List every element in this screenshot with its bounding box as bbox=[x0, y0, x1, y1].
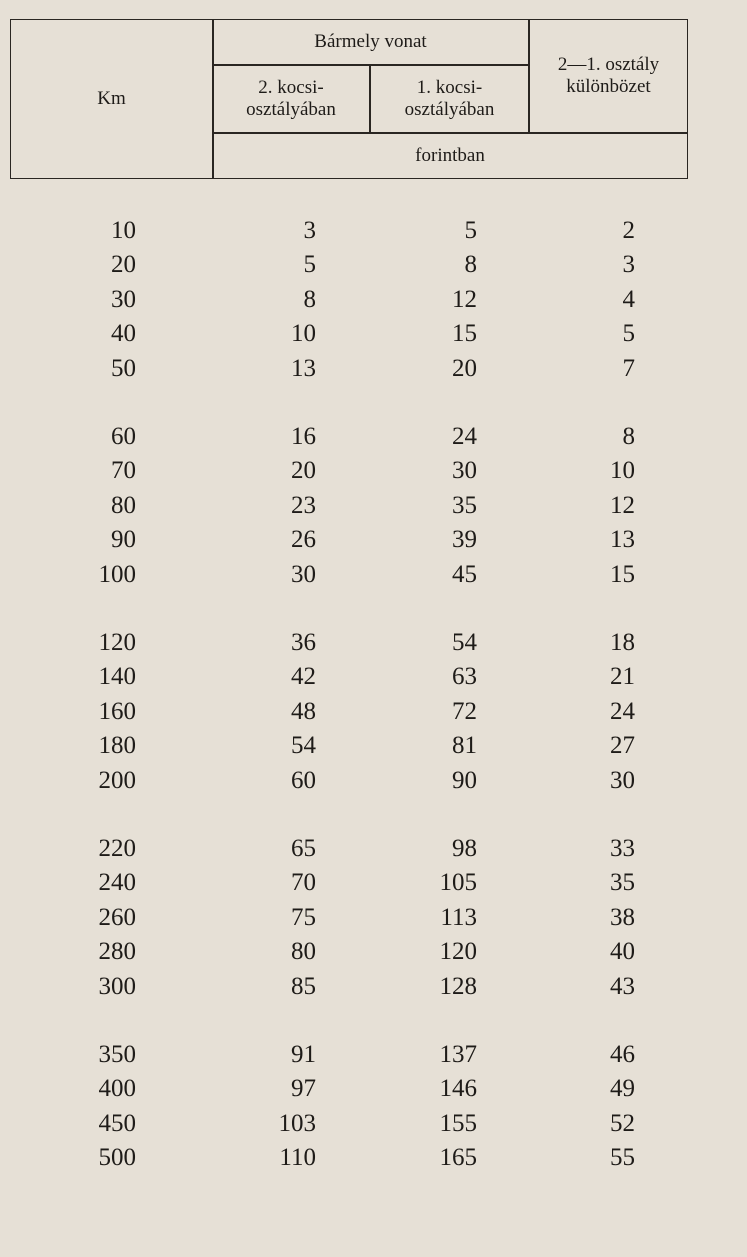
class2-cell: 103 bbox=[278, 1110, 316, 1137]
class2-cell: 65 bbox=[291, 835, 316, 862]
class2-cell: 30 bbox=[291, 561, 316, 588]
km-cell: 280 bbox=[98, 938, 136, 965]
difference-cell: 38 bbox=[610, 904, 635, 931]
table-row bbox=[0, 764, 747, 798]
class2-cell: 20 bbox=[291, 457, 316, 484]
class2-cell: 48 bbox=[291, 698, 316, 725]
class1-cell: 5 bbox=[464, 217, 477, 244]
table-header bbox=[10, 19, 688, 179]
class2-cell: 60 bbox=[291, 767, 316, 794]
km-cell: 400 bbox=[98, 1075, 136, 1102]
difference-cell: 49 bbox=[610, 1075, 635, 1102]
table-row bbox=[0, 1038, 747, 1072]
class2-cell: 3 bbox=[303, 217, 316, 244]
difference-cell: 18 bbox=[610, 629, 635, 656]
class2-cell: 70 bbox=[291, 869, 316, 896]
class2-cell: 75 bbox=[291, 904, 316, 931]
km-cell: 140 bbox=[98, 663, 136, 690]
class1-cell: 20 bbox=[452, 355, 477, 382]
km-cell: 60 bbox=[111, 423, 136, 450]
table-row bbox=[0, 901, 747, 935]
class2-cell: 36 bbox=[291, 629, 316, 656]
km-cell: 30 bbox=[111, 286, 136, 313]
table-row bbox=[0, 214, 747, 248]
class1-cell: 98 bbox=[452, 835, 477, 862]
class1-cell: 39 bbox=[452, 526, 477, 553]
table-row bbox=[0, 317, 747, 351]
difference-cell: 27 bbox=[610, 732, 635, 759]
difference-cell: 12 bbox=[610, 492, 635, 519]
class2-cell: 110 bbox=[279, 1144, 316, 1171]
class1-cell: 128 bbox=[439, 973, 477, 1000]
km-header: Km bbox=[97, 88, 126, 109]
km-cell: 80 bbox=[111, 492, 136, 519]
km-cell: 100 bbox=[98, 561, 136, 588]
table-row bbox=[0, 352, 747, 386]
km-cell: 40 bbox=[111, 320, 136, 347]
unit-header: forintban bbox=[415, 144, 485, 166]
difference-cell: 55 bbox=[610, 1144, 635, 1171]
difference-cell: 46 bbox=[610, 1041, 635, 1068]
class1-cell: 54 bbox=[452, 629, 477, 656]
class2-header: 2. kocsi- osztályában bbox=[246, 76, 336, 120]
class1-cell: 8 bbox=[464, 251, 477, 278]
difference-cell: 4 bbox=[622, 286, 635, 313]
table-row bbox=[0, 729, 747, 763]
difference-cell: 21 bbox=[610, 663, 635, 690]
difference-cell: 3 bbox=[622, 251, 635, 278]
difference-cell: 35 bbox=[610, 869, 635, 896]
difference-cell: 43 bbox=[610, 973, 635, 1000]
km-cell: 240 bbox=[98, 869, 136, 896]
km-cell: 120 bbox=[98, 629, 136, 656]
class1-cell: 35 bbox=[452, 492, 477, 519]
difference-cell: 2 bbox=[622, 217, 635, 244]
class2-cell: 42 bbox=[291, 663, 316, 690]
class1-cell: 120 bbox=[439, 938, 477, 965]
table-row bbox=[0, 970, 747, 1004]
class2-cell: 13 bbox=[291, 355, 316, 382]
class2-cell: 97 bbox=[291, 1075, 316, 1102]
class2-cell: 8 bbox=[303, 286, 316, 313]
class2-cell: 5 bbox=[303, 251, 316, 278]
class1-cell: 137 bbox=[439, 1041, 477, 1068]
km-cell: 260 bbox=[98, 904, 136, 931]
km-cell: 200 bbox=[98, 767, 136, 794]
table-row bbox=[0, 420, 747, 454]
difference-header: 2—1. osztály különbözet bbox=[557, 54, 660, 97]
km-cell: 160 bbox=[98, 698, 136, 725]
class1-cell: 63 bbox=[452, 663, 477, 690]
class2-cell: 91 bbox=[291, 1041, 316, 1068]
class2-cell: 80 bbox=[291, 938, 316, 965]
table-row bbox=[0, 935, 747, 969]
table-row bbox=[0, 248, 747, 282]
class1-cell: 146 bbox=[439, 1075, 477, 1102]
table-row bbox=[0, 1072, 747, 1106]
table-row bbox=[0, 832, 747, 866]
table-row bbox=[0, 558, 747, 592]
km-cell: 70 bbox=[111, 457, 136, 484]
class2-cell: 54 bbox=[291, 732, 316, 759]
table-row bbox=[0, 523, 747, 557]
class1-cell: 105 bbox=[439, 869, 477, 896]
class1-cell: 12 bbox=[452, 286, 477, 313]
km-cell: 220 bbox=[98, 835, 136, 862]
table-row bbox=[0, 454, 747, 488]
class1-cell: 72 bbox=[452, 698, 477, 725]
difference-cell: 24 bbox=[610, 698, 635, 725]
class1-cell: 113 bbox=[440, 904, 477, 931]
table-row bbox=[0, 660, 747, 694]
difference-cell: 30 bbox=[610, 767, 635, 794]
class1-cell: 24 bbox=[452, 423, 477, 450]
class1-cell: 81 bbox=[452, 732, 477, 759]
difference-cell: 40 bbox=[610, 938, 635, 965]
table-row bbox=[0, 1107, 747, 1141]
class2-cell: 85 bbox=[291, 973, 316, 1000]
km-cell: 50 bbox=[111, 355, 136, 382]
km-cell: 10 bbox=[111, 217, 136, 244]
class1-cell: 165 bbox=[439, 1144, 477, 1171]
difference-cell: 5 bbox=[622, 320, 635, 347]
table-row bbox=[0, 695, 747, 729]
km-cell: 350 bbox=[98, 1041, 136, 1068]
km-cell: 90 bbox=[111, 526, 136, 553]
difference-cell: 33 bbox=[610, 835, 635, 862]
table-row bbox=[0, 489, 747, 523]
km-cell: 300 bbox=[98, 973, 136, 1000]
km-cell: 20 bbox=[111, 251, 136, 278]
class1-cell: 30 bbox=[452, 457, 477, 484]
class1-cell: 45 bbox=[452, 561, 477, 588]
class1-cell: 155 bbox=[439, 1110, 477, 1137]
class1-cell: 15 bbox=[452, 320, 477, 347]
class2-cell: 16 bbox=[291, 423, 316, 450]
table-row bbox=[0, 866, 747, 900]
class1-header: 1. kocsi- osztályában bbox=[404, 76, 495, 120]
class1-cell: 90 bbox=[452, 767, 477, 794]
any-train-header: Bármely vonat bbox=[314, 31, 427, 52]
difference-cell: 7 bbox=[622, 355, 635, 382]
class2-cell: 23 bbox=[291, 492, 316, 519]
class2-cell: 26 bbox=[291, 526, 316, 553]
km-cell: 180 bbox=[98, 732, 136, 759]
class2-cell: 10 bbox=[291, 320, 316, 347]
difference-cell: 10 bbox=[610, 457, 635, 484]
table-row bbox=[0, 283, 747, 317]
difference-cell: 8 bbox=[622, 423, 635, 450]
difference-cell: 15 bbox=[610, 561, 635, 588]
km-cell: 500 bbox=[98, 1144, 136, 1171]
difference-cell: 52 bbox=[610, 1110, 635, 1137]
table-row bbox=[0, 626, 747, 660]
difference-cell: 13 bbox=[610, 526, 635, 553]
table-row bbox=[0, 1141, 747, 1175]
km-cell: 450 bbox=[98, 1110, 136, 1137]
